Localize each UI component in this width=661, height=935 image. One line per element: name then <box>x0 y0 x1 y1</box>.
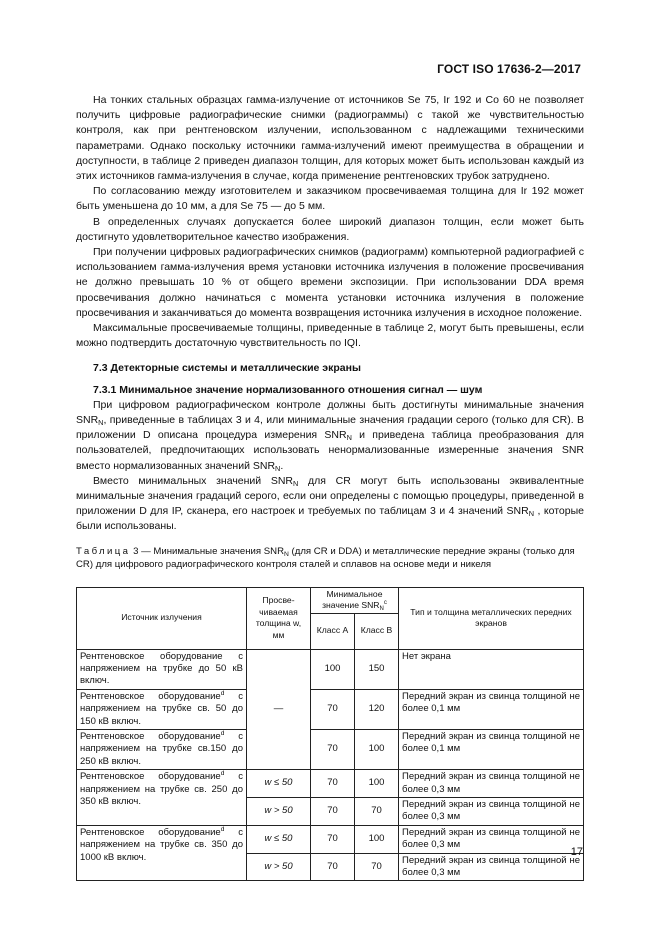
cell-class-a: 70 <box>311 797 355 825</box>
cell-screen: Передний экран из свинца толщиной не более 0,1 мм <box>399 689 584 729</box>
cell-class-b: 70 <box>355 853 399 881</box>
paragraph: В определенных случаях допускается более широкий диапазон толщин, если может быть достигнуто удовлетворительное качество изображения. <box>76 215 584 243</box>
cell-source: Рентгеновское оборудование$^d$ с напряжением на трубке св. 350 до 1000 кВ включ. <box>77 825 247 881</box>
header-snr-min: Минимальное значение $SNR_N^c$ <box>311 587 399 613</box>
paragraph: При получении цифровых радиографических снимков (радиограмм) компьютерной радиографией с использованием гамма-излучения время установки источника излучения в положение просвечивания не должно превышать 10 % от общего времени экспозиции. При использовании DDA время просвечивания должно начинаться с момента установки источника излучения в положение просвечивания и заканчиваться до момента возвращения источника излучения в исходное положение. <box>76 246 584 319</box>
cell-screen: Передний экран из свинца толщиной не более 0,3 мм <box>399 797 584 825</box>
table-caption: Таблица 3 — Минимальные значения $SNR_N$ (для CR и DDA) и металлические передние экраны (только для CR) для цифрового радиографического контроля сталей и сплавов на основе меди и никеля <box>76 545 575 570</box>
snr-table <box>76 587 584 882</box>
paragraph: По согласованию между изготовителем и заказчиком просвечиваемая толщина для Ir 192 может быть уменьшена до 10 мм, а для Se 75 — до 5 мм. <box>76 185 584 213</box>
cell-thickness: w ≤ 50 <box>247 770 311 798</box>
cell-screen: Передний экран из свинца толщиной не более 0,3 мм <box>399 825 584 853</box>
table-row <box>77 649 584 689</box>
table-row <box>77 825 584 853</box>
section-heading-7-3-1: 7.3.1 Минимальное значение нормализованного отношения сигнал — шум <box>93 383 483 396</box>
paragraph: Максимальные просвечиваемые толщины, приведенные в таблице 2, могут быть превышены, если можно подтвердить достаточную чувствительность по IQI. <box>76 322 584 350</box>
section-heading-7-3: 7.3 Детекторные системы и металлические экраны <box>93 362 361 375</box>
header-screen: Тип и толщина металлических передних экранов <box>399 587 584 649</box>
cell-source: Рентгеновское оборудование с напряжением на трубке до 50 кВ включ. <box>77 649 247 689</box>
page-number: 17 <box>570 846 583 858</box>
cell-screen: Передний экран из свинца толщиной не более 0,1 мм <box>399 729 584 769</box>
cell-screen: Передний экран из свинца толщиной не более 0,3 мм <box>399 770 584 798</box>
cell-class-b: 150 <box>355 649 399 689</box>
table-row <box>77 729 584 769</box>
cell-class-b: 70 <box>355 797 399 825</box>
table-row <box>77 770 584 798</box>
cell-class-a: 70 <box>311 770 355 798</box>
cell-class-a: 100 <box>311 649 355 689</box>
header-class-a: Класс А <box>311 613 355 649</box>
cell-class-b: 120 <box>355 689 399 729</box>
cell-class-b: 100 <box>355 770 399 798</box>
paragraph-snr-requirements: При цифровом радиографическом контроле должны быть достигнуты минимальные значения $SNR_N$, приведенные в таблицах 3 и 4, или минимальные значения градации серого (только для CR). В приложении D описана процедура измерения $SNR_N$ и приведена таблица преобразования для пользователей, предпочитающих использовать ненормализованные измеренные значения SNR вместо нормализованных значений $SNR_N$. <box>76 398 584 473</box>
table-row <box>77 689 584 729</box>
cell-screen: Передний экран из свинца толщиной не более 0,3 мм <box>399 853 584 881</box>
page-content <box>76 93 584 881</box>
document-id-header: ГОСТ ISO 17636-2—2017 <box>437 62 581 76</box>
header-source: Источник излучения <box>77 587 247 649</box>
cell-class-a: 70 <box>311 825 355 853</box>
cell-thickness: w ≤ 50 <box>247 825 311 853</box>
cell-thickness: w > 50 <box>247 797 311 825</box>
cell-class-b: 100 <box>355 825 399 853</box>
paragraph: На тонких стальных образцах гамма-излучение от источников Se 75, Ir 192 и Co 60 не позволяет получить цифровые радиографические снимки (радиограммы) с такой же чувствительностью контроля, как при рентгеновском излучении, использованном с надлежащими техническими параметрами. Однако поскольку источники гамма-излучений имеют преимущества в обращении и доступности, в таблице 2 приведен диапазон толщин, для которых может быть использован каждый из этих источников гамма-излучения в случае, когда применение рентгеновских трубок затруднено. <box>76 94 584 183</box>
cell-source: Рентгеновское оборудование$^d$ с напряжением на трубке св. 250 до 350 кВ включ. <box>77 770 247 826</box>
cell-class-a: 70 <box>311 853 355 881</box>
cell-thickness: w > 50 <box>247 853 311 881</box>
cell-screen: Нет экрана <box>399 649 584 689</box>
header-thickness: Просве-чиваемая толщина w, мм <box>247 587 311 649</box>
cell-class-a: 70 <box>311 689 355 729</box>
cell-source: Рентгеновское оборудование$^d$ с напряжением на трубке св. 50 до 150 кВ включ. <box>77 689 247 729</box>
header-class-b: Класс В <box>355 613 399 649</box>
cell-class-b: 100 <box>355 729 399 769</box>
paragraph-grey-values: Вместо минимальных значений $SNR_N$ для CR могут быть использованы эквивалентные минимальные значения градаций серого, если они определены с помощью процедуры, приведенной в приложении D для IP, сканера, его настроек и требуемых по таблицам 3 и 4 значений $SNR_N$ , которые были использованы. <box>76 474 584 533</box>
cell-source: Рентгеновское оборудование$^d$ с напряжением на трубке св.150 до 250 кВ включ. <box>77 729 247 769</box>
cell-class-a: 70 <box>311 729 355 769</box>
cell-thickness: — <box>247 649 311 770</box>
